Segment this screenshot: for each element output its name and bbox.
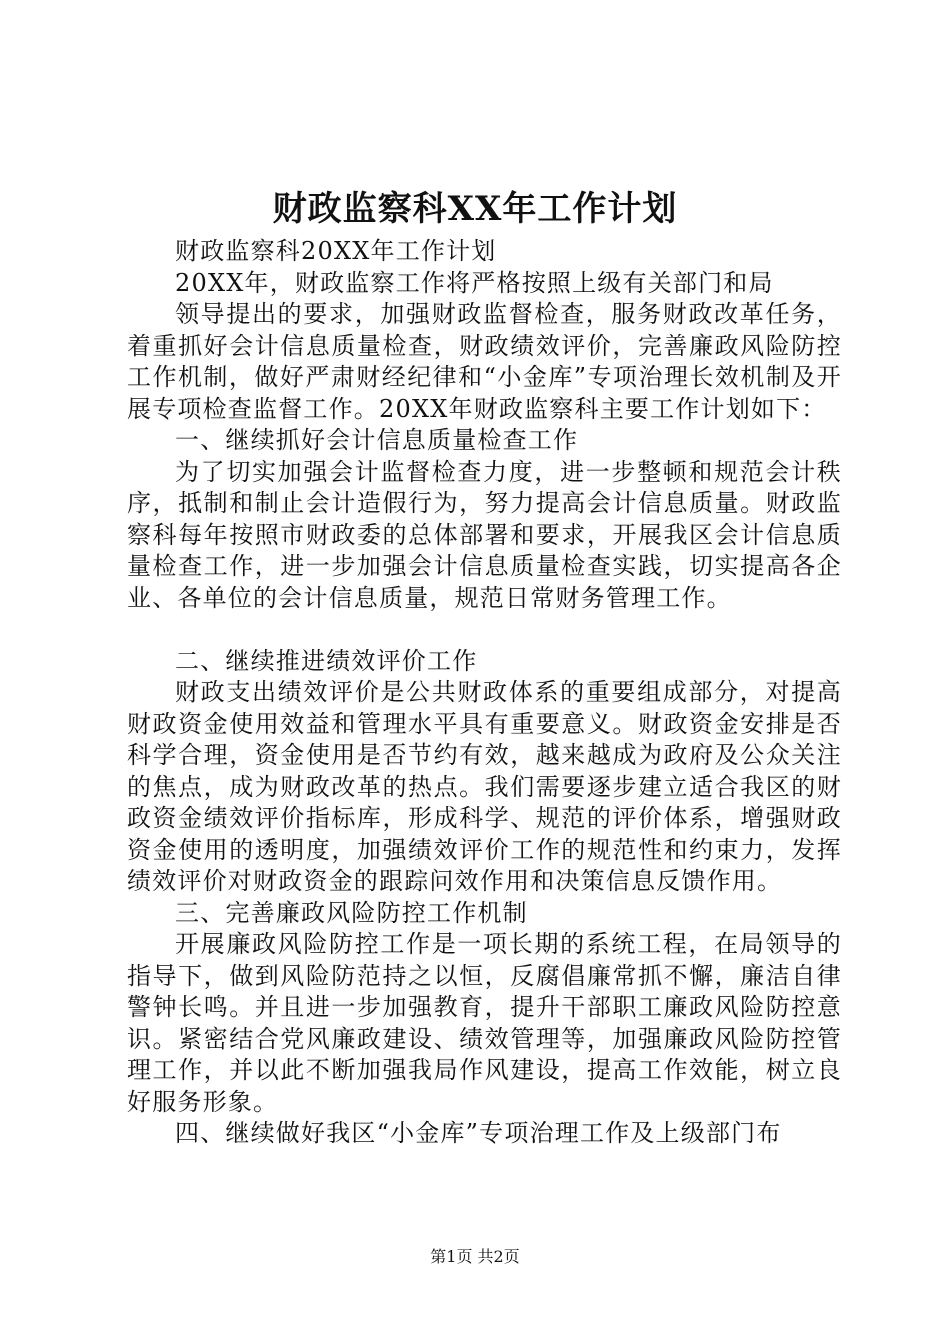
section-heading-1: 一、继续抓好会计信息质量检查工作 bbox=[175, 426, 579, 454]
section-heading-4: 四、继续做好我区“小金库”专项治理工作及上级部门布 bbox=[175, 1119, 782, 1147]
document-title: 财政监察科XX年工作计划 bbox=[272, 189, 678, 229]
page-footer: 第1页 共2页 bbox=[430, 1247, 520, 1266]
paragraph-intro-line: 20XX年，财政监察工作将严格按照上级有关部门和局 bbox=[175, 268, 774, 297]
section-heading-2: 二、继续推进绩效评价工作 bbox=[175, 646, 478, 675]
paragraph-subtitle: 财政监察科20XX年工作计划 bbox=[175, 237, 497, 265]
section-body-1: 为了切实加强会计监督检查力度，进一步整顿和规范会计秩序，抵制和制止会计造假行为，努力提高会计信息质量。财政监察科每年按照市财政委的总体部署和要求，开展我区会计信息质量检查工作，进一步加强会计信息质量检查实践，切实提高各企业、各单位的会计信息质量，规范日常财务管理工作。 bbox=[127, 457, 842, 612]
document-body bbox=[127, 236, 842, 1150]
paragraph-intro: 领导提出的要求，加强财政监督检查，服务财政改革任务，着重抓好会计信息质量检查，财政绩效评价，完善廉政风险防控工作机制，做好严肃财经纪律和“小金库”专项治理长效机制及开展专项检查监督工作。20XX年财政监察科主要工作计划如下： bbox=[127, 300, 842, 423]
section-body-2: 财政支出绩效评价是公共财政体系的重要组成部分，对提高财政资金使用效益和管理水平具有重要意义。财政资金安排是否科学合理，资金使用是否节约有效，越来越成为政府及公众关注的焦点，成为财政改革的热点。我们需要逐步建立适合我区的财政资金绩效评价指标库，形成科学、规范的评价体系，增强财政资金使用的透明度，加强绩效评价工作的规范性和约束力，发挥绩效评价对财政资金的跟踪问效作用和决策信息反馈作用。 bbox=[127, 678, 842, 895]
section-body-3: 开展廉政风险防控工作是一项长期的系统工程，在局领导的指导下，做到风险防范持之以恒，反腐倡廉常抓不懈，廉洁自律警钟长鸣。并且进一步加强教育，提升干部职工廉政风险防控意识。紧密结合党风廉政建设、绩效管理等，加强廉政风险防控管理工作，并以此不断加强我局作风建设，提高工作效能，树立良好服务形象。 bbox=[127, 930, 842, 1116]
section-heading-3: 三、完善廉政风险防控工作机制 bbox=[175, 898, 528, 927]
